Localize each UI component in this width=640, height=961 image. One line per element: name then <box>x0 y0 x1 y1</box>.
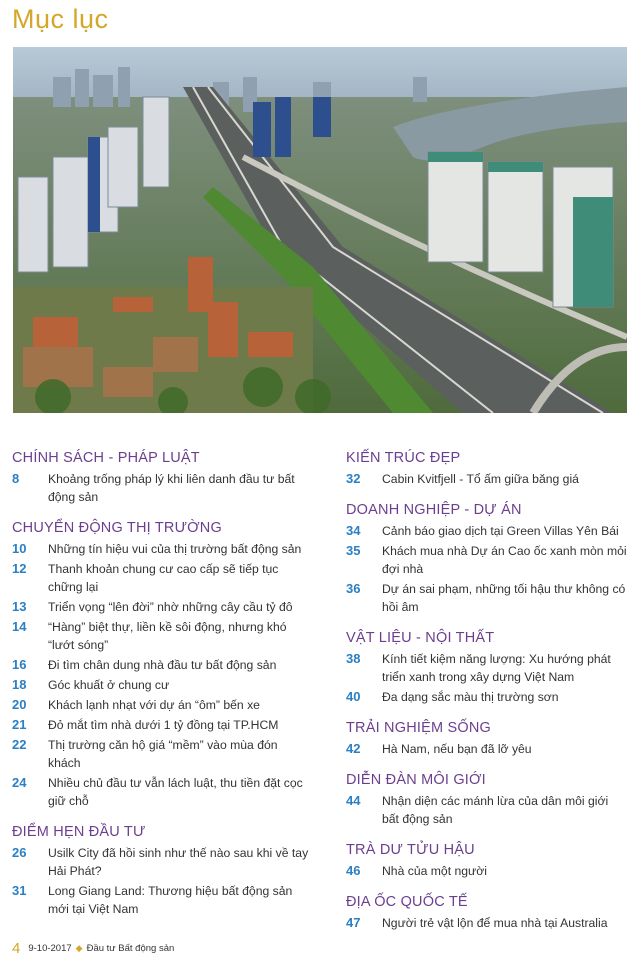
page-number: 31 <box>12 883 27 898</box>
toc-section <box>346 630 628 706</box>
toc-entry[interactable] <box>346 792 628 828</box>
section-heading: ĐIỂM HẸN ĐẦU TƯ <box>12 824 146 840</box>
page-footer <box>12 940 174 957</box>
page-number: 8 <box>12 471 20 486</box>
entry-title: Nhà của một người <box>382 864 487 878</box>
entry-title: Những tín hiệu vui của thị trường bất động sản <box>48 542 302 556</box>
page-number: 20 <box>12 697 27 712</box>
entry-title: Thị trường căn hộ giá “mềm” vào mùa đón khách <box>48 738 278 770</box>
toc-entry[interactable] <box>12 676 312 694</box>
section-heading: KIẾN TRÚC ĐẸP <box>346 450 461 466</box>
toc-left-column <box>12 450 312 932</box>
entry-title: “Hàng” biệt thự, liền kề sôi động, nhưng khó “lướt sóng” <box>48 620 287 652</box>
entry-title: Triển vọng “lên đời” nhờ những cây cầu tỷ đô <box>48 600 293 614</box>
page-number: 42 <box>346 741 361 756</box>
toc-entry[interactable] <box>12 656 312 674</box>
entry-title: Thanh khoản chung cư cao cấp sẽ tiếp tục chững lại <box>48 562 279 594</box>
section-heading: ĐỊA ỐC QUỐC TẾ <box>346 894 468 910</box>
toc-entry[interactable] <box>12 774 312 810</box>
entry-title: Người trẻ vật lộn để mua nhà tại Australia <box>382 916 608 930</box>
toc-entry[interactable] <box>346 914 628 932</box>
toc-entry[interactable] <box>346 580 628 616</box>
toc-entry[interactable] <box>12 618 312 654</box>
entry-title: Dự án sai phạm, những tối hậu thư không có hồi âm <box>382 582 626 614</box>
page-number: 35 <box>346 543 361 558</box>
page-number: 36 <box>346 581 361 596</box>
toc-section <box>346 502 628 616</box>
page-number: 26 <box>12 845 27 860</box>
page-number: 38 <box>346 651 361 666</box>
section-heading: DIỄN ĐÀN MÔI GIỚI <box>346 772 486 788</box>
toc-section <box>12 520 312 810</box>
toc-section <box>12 450 312 506</box>
toc-entry[interactable] <box>346 740 628 758</box>
entry-title: Đỏ mắt tìm nhà dưới 1 tỷ đồng tại TP.HCM <box>48 718 279 732</box>
toc-section <box>346 720 628 758</box>
entry-title: Cảnh báo giao dịch tại Green Villas Yên Bái <box>382 524 619 538</box>
toc-entry[interactable] <box>12 882 312 918</box>
page-number: 10 <box>12 541 27 556</box>
page-number: 47 <box>346 915 361 930</box>
section-heading: CHÍNH SÁCH - PHÁP LUẬT <box>12 450 200 466</box>
page-number: 46 <box>346 863 361 878</box>
section-heading: DOANH NGHIỆP - DỰ ÁN <box>346 502 522 518</box>
section-heading: TRÀ DƯ TỬU HẬU <box>346 842 475 858</box>
toc-entry[interactable] <box>346 542 628 578</box>
footer-publication: Đầu tư Bất động sản <box>86 943 175 954</box>
section-heading: CHUYỂN ĐỘNG THỊ TRƯỜNG <box>12 520 222 536</box>
entry-title: Nhận diện các mánh lừa của dân môi giới bất động sản <box>382 794 609 826</box>
toc-right-column <box>346 450 628 946</box>
entry-title: Cabin Kvitfjell - Tổ ấm giữa băng giá <box>382 472 579 486</box>
page-number: 14 <box>12 619 27 634</box>
entry-title: Khách lạnh nhạt với dự án “ôm” bến xe <box>48 698 260 712</box>
entry-title: Long Giang Land: Thương hiệu bất động sản mới tại Việt Nam <box>48 884 293 916</box>
page-number: 44 <box>346 793 361 808</box>
toc-section <box>346 894 628 932</box>
toc-entry[interactable] <box>12 560 312 596</box>
page-number: 12 <box>12 561 27 576</box>
toc-section <box>346 772 628 828</box>
page-number: 22 <box>12 737 27 752</box>
toc-entry[interactable] <box>12 736 312 772</box>
section-heading: TRẢI NGHIỆM SỐNG <box>346 720 491 736</box>
toc-entry[interactable] <box>12 598 312 616</box>
page-number: 32 <box>346 471 361 486</box>
section-heading: VẬT LIỆU - NỘI THẤT <box>346 630 495 646</box>
page-number: 24 <box>12 775 27 790</box>
toc-entry[interactable] <box>12 716 312 734</box>
toc-entry[interactable] <box>346 522 628 540</box>
city-aerial-photo <box>13 47 627 413</box>
toc-entry[interactable] <box>12 696 312 714</box>
entry-title: Kính tiết kiệm năng lượng: Xu hướng phát triển xanh trong xây dựng Việt Nam <box>382 652 611 684</box>
page-number: 21 <box>12 717 27 732</box>
toc-entry[interactable] <box>346 862 628 880</box>
diamond-icon: ◆ <box>75 943 83 953</box>
toc-entry[interactable] <box>346 470 628 488</box>
page-number: 16 <box>12 657 27 672</box>
toc-entry[interactable] <box>12 540 312 558</box>
footer-page-number: 4 <box>12 940 21 957</box>
page-number: 40 <box>346 689 361 704</box>
entry-title: Usilk City đã hồi sinh như thế nào sau khi về tay Hải Phát? <box>48 846 309 878</box>
toc-entry[interactable] <box>12 844 312 880</box>
toc-entry[interactable] <box>346 650 628 686</box>
entry-title: Hà Nam, nếu bạn đã lỡ yêu <box>382 742 532 756</box>
entry-title: Nhiều chủ đầu tư vẫn lách luật, thu tiền đặt cọc giữ chỗ <box>48 776 303 808</box>
entry-title: Đi tìm chân dung nhà đầu tư bất động sản <box>48 658 277 672</box>
entry-title: Khoảng trống pháp lý khi liên danh đầu tư bất động sản <box>48 472 295 504</box>
toc-section <box>12 824 312 918</box>
page-number: 18 <box>12 677 27 692</box>
page-number: 34 <box>346 523 361 538</box>
page-number: 13 <box>12 599 27 614</box>
toc-entry[interactable] <box>346 688 628 706</box>
toc-section <box>346 842 628 880</box>
toc-section <box>346 450 628 488</box>
entry-title: Góc khuất ở chung cư <box>48 678 170 692</box>
entry-title: Khách mua nhà Dự án Cao ốc xanh mòn mỏi đợi nhà <box>382 544 627 576</box>
page-title: Mục lục <box>12 4 109 34</box>
footer-date: 9-10-2017 <box>28 943 72 954</box>
toc-entry[interactable] <box>12 470 312 506</box>
entry-title: Đa dạng sắc màu thị trường sơn <box>382 690 559 704</box>
